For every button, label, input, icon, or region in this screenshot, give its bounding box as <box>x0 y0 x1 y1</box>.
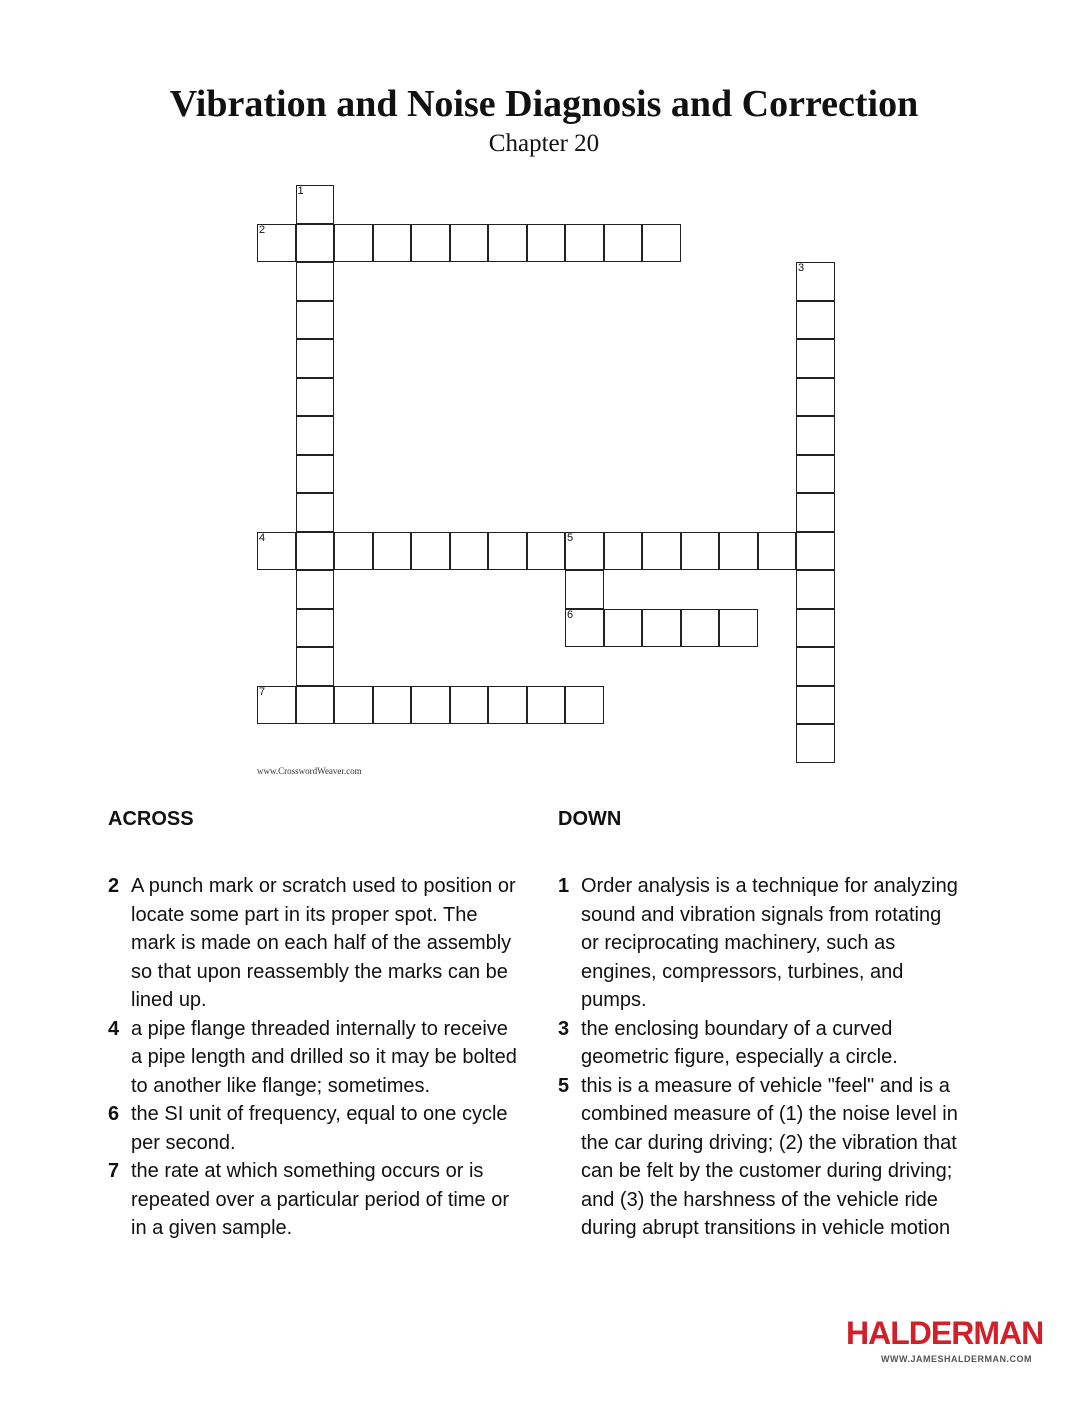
clue-text: the SI unit of frequency, equal to one cycle per second. <box>131 1103 508 1154</box>
clue-across-4 <box>108 1015 518 1101</box>
grid-cell[interactable] <box>257 532 296 571</box>
across-clues <box>108 806 518 1243</box>
clue-text: A punch mark or scratch used to position or locate some part in its proper spot. The mark is made on each half of the assembly so that upon reassembly the marks can be lined up. <box>131 875 516 1011</box>
clue-number-label: 4 <box>259 531 266 544</box>
grid-cell[interactable] <box>796 455 835 494</box>
clue-text: a pipe flange threaded internally to receive a pipe length and drilled so it may be bolted to another like flange; sometimes. <box>131 1017 517 1097</box>
clue-across-6 <box>108 1100 518 1157</box>
grid-cell[interactable] <box>796 570 835 609</box>
grid-cell[interactable] <box>796 724 835 763</box>
grid-cell[interactable] <box>796 532 835 571</box>
grid-cell[interactable] <box>334 224 373 263</box>
clue-number: 7 <box>108 1160 120 1182</box>
crossword-credit: www.CrosswordWeaver.com <box>257 766 362 776</box>
grid-cell[interactable] <box>296 378 335 417</box>
grid-cell[interactable] <box>373 686 412 725</box>
clue-across-2 <box>108 872 518 1015</box>
grid-cell[interactable] <box>796 416 835 455</box>
down-heading: DOWN <box>558 808 622 830</box>
grid-cell[interactable] <box>488 686 527 725</box>
clue-number: 5 <box>558 1074 570 1097</box>
grid-cell[interactable] <box>296 532 335 571</box>
grid-cell[interactable] <box>296 647 335 686</box>
grid-cell[interactable] <box>681 532 720 571</box>
grid-cell[interactable] <box>796 378 835 417</box>
grid-cell[interactable] <box>373 532 412 571</box>
down-clues <box>558 806 963 1243</box>
grid-cell[interactable] <box>565 532 604 571</box>
across-heading: ACROSS <box>108 808 194 830</box>
halderman-logo <box>846 1314 1044 1365</box>
grid-cell[interactable] <box>527 224 566 263</box>
grid-cell[interactable] <box>488 224 527 263</box>
grid-cell[interactable] <box>296 416 335 455</box>
grid-cell[interactable] <box>296 185 335 224</box>
grid-cell[interactable] <box>796 647 835 686</box>
grid-cell[interactable] <box>488 532 527 571</box>
grid-cell[interactable] <box>796 686 835 725</box>
grid-cell[interactable] <box>411 224 450 263</box>
grid-cell[interactable] <box>681 609 720 648</box>
grid-cell[interactable] <box>642 532 681 571</box>
grid-cell[interactable] <box>257 686 296 725</box>
grid-cell[interactable] <box>296 339 335 378</box>
clue-number-label: 6 <box>567 608 574 621</box>
clue-number: 1 <box>558 875 570 897</box>
grid-cell[interactable] <box>296 609 335 648</box>
logo-url: WWW.JAMESHALDERMAN.COM <box>881 1354 1032 1364</box>
page-title: Vibration and Noise Diagnosis and Correction <box>169 83 919 125</box>
clue-number-label: 3 <box>798 262 805 274</box>
grid-cell[interactable] <box>565 224 604 263</box>
grid-cell[interactable] <box>565 570 604 609</box>
grid-cell[interactable] <box>296 262 335 301</box>
clue-down-5 <box>558 1072 963 1243</box>
grid-cell[interactable] <box>296 455 335 494</box>
grid-cell[interactable] <box>565 686 604 725</box>
clue-text: this is a measure of vehicle "feel" and is a combined measure of (1) the noise level in the car during driving; (2) the vibration that can be felt by the customer during driving; and (3) the harshness of the vehicle ride during abrupt transitions in vehicle motion <box>581 1074 958 1239</box>
grid-cell[interactable] <box>796 301 835 340</box>
grid-cell[interactable] <box>604 224 643 263</box>
grid-cell[interactable] <box>565 609 604 648</box>
clue-text: the enclosing boundary of a curved geometric figure, especially a circle. <box>581 1017 898 1068</box>
grid-cell[interactable] <box>296 493 335 532</box>
grid-cell[interactable] <box>296 570 335 609</box>
clue-number: 2 <box>108 875 120 897</box>
grid-cell[interactable] <box>450 686 489 725</box>
clue-across-7 <box>108 1157 518 1243</box>
clue-down-3 <box>558 1015 963 1072</box>
grid-cell[interactable] <box>296 686 335 725</box>
grid-cell[interactable] <box>450 532 489 571</box>
grid-cell[interactable] <box>758 532 797 571</box>
grid-cell[interactable] <box>796 493 835 532</box>
clue-number: 3 <box>558 1017 570 1040</box>
grid-cell[interactable] <box>604 532 643 571</box>
grid-cell[interactable] <box>411 686 450 725</box>
grid-cell[interactable] <box>796 262 835 301</box>
clue-number-label: 7 <box>259 685 266 698</box>
clue-number-label: 2 <box>259 223 266 236</box>
grid-cell[interactable] <box>373 224 412 263</box>
clue-text: the rate at which something occurs or is repeated over a particular period of time or in a given sample. <box>131 1160 509 1239</box>
grid-cell[interactable] <box>642 609 681 648</box>
grid-cell[interactable] <box>604 609 643 648</box>
grid-cell[interactable] <box>296 224 335 263</box>
clue-number-label: 5 <box>567 531 574 544</box>
grid-cell[interactable] <box>450 224 489 263</box>
clue-number-label: 1 <box>297 185 304 197</box>
logo-name: HALDERMAN <box>846 1315 1044 1351</box>
grid-cell[interactable] <box>796 339 835 378</box>
clue-number: 4 <box>108 1017 120 1040</box>
grid-cell[interactable] <box>257 224 296 263</box>
grid-cell[interactable] <box>411 532 450 571</box>
chapter-subtitle: Chapter 20 <box>488 130 600 157</box>
grid-cell[interactable] <box>719 532 758 571</box>
grid-cell[interactable] <box>642 224 681 263</box>
clue-number: 6 <box>108 1103 120 1125</box>
clue-down-1 <box>558 872 963 1015</box>
grid-cell[interactable] <box>296 301 335 340</box>
grid-cell[interactable] <box>719 609 758 648</box>
grid-cell[interactable] <box>527 686 566 725</box>
clue-text: Order analysis is a technique for analyzing sound and vibration signals from rotating or reciprocating machinery, such as engines, compressors, turbines, and pumps. <box>581 875 958 1011</box>
grid-cell[interactable] <box>334 686 373 725</box>
grid-cell[interactable] <box>527 532 566 571</box>
grid-cell[interactable] <box>796 609 835 648</box>
grid-cell[interactable] <box>334 532 373 571</box>
